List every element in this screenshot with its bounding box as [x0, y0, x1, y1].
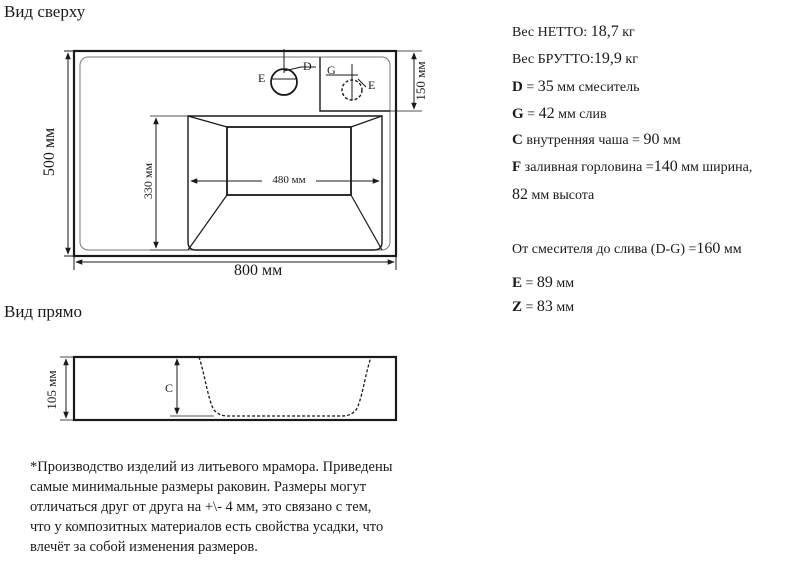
- spec-f-value: 140: [653, 158, 678, 175]
- marker-e-faucet: E: [258, 71, 266, 85]
- gross-weight-value: 19,9: [593, 50, 622, 67]
- marker-c: C: [165, 381, 174, 395]
- spec-z-value: 83: [536, 298, 553, 315]
- gross-weight-label: Вес БРУТТО:: [512, 52, 594, 67]
- spec-faucet-hole: D = 35 мм смеситель: [512, 78, 640, 95]
- spec-g-value: 42: [538, 105, 555, 122]
- spec-drain-hole: G = 42 мм слив: [512, 105, 607, 122]
- spec-c-letter: C: [512, 132, 523, 148]
- spec-overflow-height: 82 мм высота: [512, 186, 595, 203]
- top-view-drawing: [41, 49, 428, 279]
- spec-z: Z = 83 мм: [512, 298, 575, 315]
- overall-width-label: 800 мм: [234, 262, 283, 279]
- front-height-label: 105 мм: [44, 370, 59, 410]
- footnote-line: *Производство изделий из литьевого мрамора. Приведены: [30, 459, 393, 475]
- bowl-width-label: 480 мм: [272, 174, 306, 186]
- spec-d-value: 35: [537, 78, 554, 95]
- spec-faucet-to-drain: От смесителя до слива (D-G) =160 мм: [512, 240, 742, 257]
- spec-d-letter: D: [512, 79, 523, 95]
- marker-e-drain: E: [368, 78, 376, 92]
- spec-c-value: 90: [643, 131, 660, 148]
- spec-gross-weight: [512, 51, 638, 67]
- net-weight-unit: кг: [622, 25, 635, 40]
- footnote: [30, 457, 490, 557]
- gross-weight-unit: кг: [625, 52, 638, 67]
- marker-d: D: [303, 59, 312, 73]
- spec-f-letter: F: [512, 159, 522, 175]
- spec-net-weight: [512, 24, 635, 40]
- basin-profile: [199, 357, 371, 416]
- overall-depth-label: 500 мм: [41, 127, 58, 177]
- footnote-line: самые минимальные размеры раковин. Размеры могут: [30, 479, 367, 495]
- marker-g: G: [327, 63, 336, 77]
- tap-block-label: 150 мм: [413, 61, 428, 101]
- spec-dg-value: 160: [696, 240, 721, 257]
- footnote-line: отличаться друг от друга на +\- 4 мм, это связано с тем,: [30, 499, 372, 515]
- top-view-title: Вид сверху: [4, 2, 86, 21]
- net-weight-value: 18,7: [590, 23, 619, 40]
- footnote-line: что у композитных материалов есть свойства усадки, что: [30, 519, 384, 535]
- spec-inner-bowl: C внутренняя чаша = 90 мм: [512, 131, 681, 148]
- spec-z-letter: Z: [512, 299, 523, 315]
- spec-e-value: 89: [536, 274, 553, 291]
- net-weight-label: Вес НЕТТО:: [512, 25, 588, 40]
- bowl-depth-label: 330 мм: [141, 162, 155, 200]
- footnote-line: влечёт за собой изменения размеров.: [30, 539, 258, 555]
- front-view-title: Вид прямо: [4, 302, 83, 321]
- spec-overflow-width: F заливная горловина =140 мм ширина,: [512, 158, 753, 175]
- spec-e-letter: E: [512, 275, 523, 291]
- front-view-drawing: [44, 357, 396, 420]
- front-outline: [74, 357, 396, 420]
- spec-f-height-value: 82: [512, 186, 528, 203]
- spec-g-letter: G: [512, 106, 524, 122]
- spec-e: E = 89 мм: [512, 274, 575, 291]
